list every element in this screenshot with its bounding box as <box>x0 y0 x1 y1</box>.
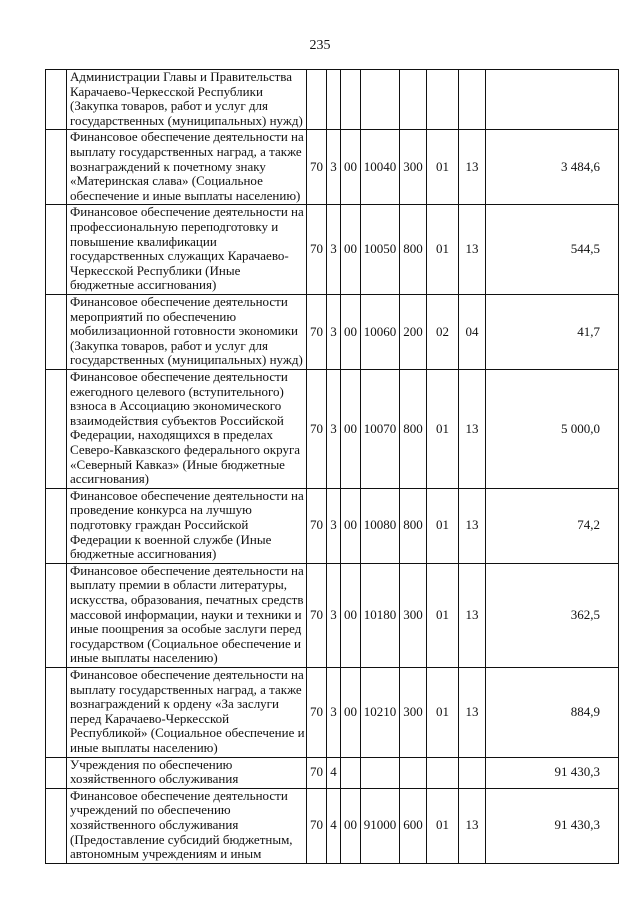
description-line: Финансовое обеспечение деятельности на <box>70 563 304 578</box>
description-line: взаимодействия субъектов Российской <box>70 412 284 428</box>
description-line: бюджетные ассигнования) <box>70 546 217 562</box>
code-ministry-cell: 70 <box>307 130 327 205</box>
description-cell <box>67 667 307 757</box>
code-expense-type-cell: 300 <box>400 563 427 667</box>
code-subprogram-cell <box>341 70 361 130</box>
code-section-cell: 01 <box>427 130 459 205</box>
description-cell <box>67 70 307 130</box>
description-line: учреждений по обеспечению <box>70 802 231 818</box>
code-section-cell: 01 <box>427 369 459 488</box>
budget-table <box>45 69 619 864</box>
description-line: профессиональную переподготовку и <box>70 218 279 234</box>
description-line: выплату премии в области литературы, <box>70 577 288 593</box>
row-index-cell <box>46 757 67 788</box>
row-index-cell <box>46 369 67 488</box>
description-cell <box>67 205 307 295</box>
code-ministry-cell <box>307 70 327 130</box>
code-subsection-cell: 13 <box>459 788 486 863</box>
description-line: государственных (муниципальных) нужд) <box>70 352 303 368</box>
amount-cell: 5 000,0 <box>486 369 619 488</box>
code-program-cell: 3 <box>327 563 341 667</box>
amount-cell: 91 430,3 <box>486 788 619 863</box>
code-direction-cell: 10060 <box>361 294 400 369</box>
description-line: Карачаево-Черкесской Республики <box>70 83 263 99</box>
table-row <box>46 788 619 863</box>
code-direction-cell <box>361 70 400 130</box>
code-direction-cell: 10210 <box>361 667 400 757</box>
table-row <box>46 667 619 757</box>
code-section-cell: 01 <box>427 788 459 863</box>
description-line: Финансовое обеспечение деятельности на <box>70 129 304 145</box>
description-line: проведение конкурса на лучшую <box>70 502 252 518</box>
description-cell <box>67 563 307 667</box>
table-row <box>46 369 619 488</box>
description-line: вознаграждений к почетному знаку <box>70 158 266 174</box>
description-line: Северо-Кавказского федерального округа <box>70 441 301 457</box>
code-subprogram-cell <box>341 757 361 788</box>
row-index-cell <box>46 667 67 757</box>
code-ministry-cell: 70 <box>307 788 327 863</box>
code-program-cell: 4 <box>327 788 341 863</box>
description-line: повышение квалификации <box>70 233 217 249</box>
amount-cell: 74,2 <box>486 488 619 563</box>
description-line: перед Карачаево-Черкесской <box>70 710 230 726</box>
code-program-cell <box>327 70 341 130</box>
table-row <box>46 757 619 788</box>
description-line: Финансовое обеспечение деятельности <box>70 294 288 309</box>
description-line: Финансовое обеспечение деятельности на <box>70 204 304 220</box>
page-number: 235 <box>309 38 331 53</box>
description-cell <box>67 757 307 788</box>
code-subprogram-cell: 00 <box>341 563 361 667</box>
row-index-cell <box>46 488 67 563</box>
code-ministry-cell: 70 <box>307 757 327 788</box>
description-line: государственных служащих Карачаево- <box>70 248 289 264</box>
code-ministry-cell: 70 <box>307 563 327 667</box>
description-line: выплату государственных наград, а также <box>70 143 302 159</box>
description-line: ассигнования) <box>70 471 150 487</box>
description-line: (Предоставление субсидий бюджетным, <box>70 831 293 847</box>
row-index-cell <box>46 205 67 295</box>
code-program-cell: 3 <box>327 294 341 369</box>
table-row <box>46 563 619 667</box>
code-ministry-cell: 70 <box>307 369 327 488</box>
description-line: мероприятий по обеспечению <box>70 308 237 324</box>
code-section-cell: 02 <box>427 294 459 369</box>
row-index-cell <box>46 563 67 667</box>
description-line: Финансовое обеспечение деятельности <box>70 369 288 384</box>
code-expense-type-cell: 300 <box>400 667 427 757</box>
description-line: выплату государственных наград, а также <box>70 681 302 697</box>
amount-cell: 3 484,6 <box>486 130 619 205</box>
description-cell <box>67 488 307 563</box>
description-line: взноса в Ассоциацию экономического <box>70 398 282 414</box>
table-row <box>46 294 619 369</box>
code-ministry-cell: 70 <box>307 667 327 757</box>
table-row <box>46 488 619 563</box>
description-line: Федерации, находящихся в пределах <box>70 427 274 443</box>
code-subprogram-cell: 00 <box>341 130 361 205</box>
description-line: иные выплаты населению) <box>70 739 218 755</box>
code-section-cell <box>427 70 459 130</box>
code-subprogram-cell: 00 <box>341 488 361 563</box>
row-index-cell <box>46 294 67 369</box>
code-direction-cell: 10180 <box>361 563 400 667</box>
description-line: иные выплаты населению) <box>70 650 218 666</box>
code-direction-cell: 10080 <box>361 488 400 563</box>
code-subprogram-cell: 00 <box>341 788 361 863</box>
code-subsection-cell: 13 <box>459 563 486 667</box>
description-cell <box>67 130 307 205</box>
description-line: Учреждения по обеспечению <box>70 757 233 772</box>
row-index-cell <box>46 788 67 863</box>
description-line: Финансовое обеспечение деятельности на <box>70 667 304 682</box>
description-line: Федерации к военной службе (Иные <box>70 531 272 547</box>
code-subsection-cell <box>459 70 486 130</box>
code-section-cell <box>427 757 459 788</box>
code-subprogram-cell: 00 <box>341 205 361 295</box>
code-section-cell: 01 <box>427 205 459 295</box>
description-cell <box>67 788 307 863</box>
code-expense-type-cell <box>400 757 427 788</box>
code-direction-cell: 10070 <box>361 369 400 488</box>
code-expense-type-cell: 600 <box>400 788 427 863</box>
code-expense-type-cell: 800 <box>400 369 427 488</box>
table-row <box>46 70 619 130</box>
code-program-cell: 3 <box>327 130 341 205</box>
description-line: «Северный Кавказ» (Иные бюджетные <box>70 456 285 472</box>
description-cell <box>67 294 307 369</box>
description-line: хозяйственного обслуживания <box>70 771 239 787</box>
code-expense-type-cell: 800 <box>400 205 427 295</box>
code-section-cell: 01 <box>427 488 459 563</box>
code-subsection-cell: 13 <box>459 205 486 295</box>
code-program-cell: 3 <box>327 369 341 488</box>
row-index-cell <box>46 70 67 130</box>
description-line: государством (Социальное обеспечение и <box>70 635 301 651</box>
description-line: ежегодного целевого (вступительного) <box>70 383 284 399</box>
code-program-cell: 3 <box>327 488 341 563</box>
code-subprogram-cell: 00 <box>341 667 361 757</box>
table-row <box>46 130 619 205</box>
description-line: массовой информации, науки и техники и <box>70 606 302 622</box>
code-expense-type-cell: 800 <box>400 488 427 563</box>
code-program-cell: 4 <box>327 757 341 788</box>
code-subsection-cell: 13 <box>459 488 486 563</box>
code-ministry-cell: 70 <box>307 205 327 295</box>
code-ministry-cell: 70 <box>307 488 327 563</box>
code-expense-type-cell: 300 <box>400 130 427 205</box>
description-line: подготовку граждан Российской <box>70 516 249 532</box>
table-row <box>46 205 619 295</box>
description-line: (Закупка товаров, работ и услуг для <box>70 98 268 114</box>
code-subprogram-cell: 00 <box>341 369 361 488</box>
code-program-cell: 3 <box>327 667 341 757</box>
code-subsection-cell: 13 <box>459 130 486 205</box>
code-ministry-cell: 70 <box>307 294 327 369</box>
description-line: автономным учреждениям и иным <box>70 846 262 862</box>
description-line: мобилизационной готовности экономики <box>70 323 299 339</box>
code-direction-cell: 10040 <box>361 130 400 205</box>
description-line: Администрации Главы и Правительства <box>70 69 293 84</box>
description-line: Республикой» (Социальное обеспечение и <box>70 725 305 741</box>
description-line: искусства, образования, печатных средств <box>70 591 304 607</box>
description-line: Финансовое обеспечение деятельности на <box>70 488 304 503</box>
description-line: вознаграждений к ордену «За заслуги <box>70 696 279 712</box>
description-line: хозяйственного обслуживания <box>70 816 239 832</box>
row-index-cell <box>46 130 67 205</box>
amount-cell: 362,5 <box>486 563 619 667</box>
description-line: бюджетные ассигнования) <box>70 277 217 293</box>
code-direction-cell: 10050 <box>361 205 400 295</box>
code-expense-type-cell <box>400 70 427 130</box>
code-section-cell: 01 <box>427 563 459 667</box>
amount-cell <box>486 70 619 130</box>
amount-cell: 884,9 <box>486 667 619 757</box>
code-direction-cell <box>361 757 400 788</box>
code-section-cell: 01 <box>427 667 459 757</box>
amount-cell: 91 430,3 <box>486 757 619 788</box>
code-subprogram-cell: 00 <box>341 294 361 369</box>
code-subsection-cell: 04 <box>459 294 486 369</box>
table-body <box>46 70 619 864</box>
description-line: (Закупка товаров, работ и услуг для <box>70 337 268 353</box>
description-line: Финансовое обеспечение деятельности <box>70 788 288 803</box>
code-direction-cell: 91000 <box>361 788 400 863</box>
code-expense-type-cell: 200 <box>400 294 427 369</box>
description-line: «Материнская слава» (Социальное <box>70 173 263 189</box>
amount-cell: 41,7 <box>486 294 619 369</box>
code-subsection-cell <box>459 757 486 788</box>
description-line: иные поощрения за особые заслуги перед <box>70 621 302 637</box>
code-subsection-cell: 13 <box>459 667 486 757</box>
description-line: государственных (муниципальных) нужд) <box>70 112 303 128</box>
description-cell <box>67 369 307 488</box>
amount-cell: 544,5 <box>486 205 619 295</box>
description-line: обеспечение и иные выплаты населению) <box>70 187 301 203</box>
description-line: Черкесской Республики (Иные <box>70 262 241 278</box>
code-subsection-cell: 13 <box>459 369 486 488</box>
code-program-cell: 3 <box>327 205 341 295</box>
